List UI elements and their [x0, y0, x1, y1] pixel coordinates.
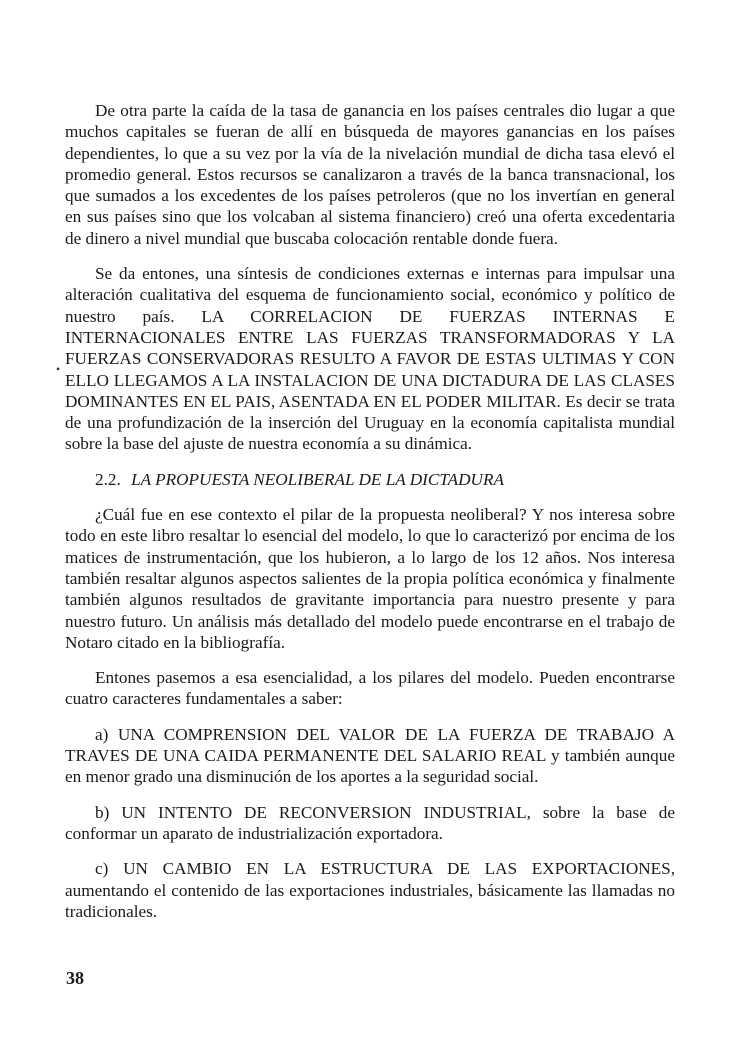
paragraph-dictatorship: Se da entones, una síntesis de condiciones externas e internas para impulsar una alteración cualitativa del esquema de funcionamiento social, económico y político de nuestro país. LA CORRELACION DE FUERZAS INTERNAS E INTERNACIONALES ENTRE LAS FUERZAS TRANSFORMADORAS Y LA FUERZAS CONSERVADORAS RESULTO A FAVOR DE ESTAS ULTIMAS Y CON ELLO LLEGAMOS A LA INSTALACION DE UNA DICTADURA DE LAS CLASES DOMINANTES EN EL PAIS, ASENTADA EN EL PODER MILITAR. Es decir se trata de una profundización de la inserción del Uruguay en la economía capitalista mundial sobre la base del ajuste de nuestra economía a su dinámica. [65, 264, 675, 454]
page-body [65, 100, 675, 936]
list-item-a: a) UNA COMPRENSION DEL VALOR DE LA FUERZA DE TRABAJO A TRAVES DE UNA CAIDA PERMANENTE DEL SALARIO REAL y también aunque en menor grado una disminución de los aportes a la seguridad social. [65, 724, 675, 787]
paragraph-model-intro: Entones pasemos a esa esencialidad, a los pilares del modelo. Pueden encontrarse cuatro caracteres fundamentales a saber: [65, 668, 675, 709]
list-item-b: b) UN INTENTO DE RECONVERSION INDUSTRIAL, sobre la base de conformar un aparato de industrialización exportadora. [65, 802, 675, 843]
paragraph-capital-flows: De otra parte la caída de la tasa de ganancia en los países centrales dio lugar a que muchos capitales se fueran de allí en búsqueda de mayores ganancias en los países dependientes, lo que a su vez por la vía de la nivelación mundial de dicha tasa elevó el promedio general. Estos recursos se canalizaron a través de la banca transnacional, los que sumados a los excedentes de los países petroleros (que no los invertían en general en sus países sino que los volcaban al sistema financiero) creó una oferta excedentaria de dinero a nivel mundial que buscaba colocación rentable donde fuera. [65, 101, 675, 248]
margin-mark: • [56, 362, 61, 376]
list-item-c: c) UN CAMBIO EN LA ESTRUCTURA DE LAS EXPORTACIONES, aumentando el contenido de las exportaciones industriales, básicamente las llamadas no tradicionales. [65, 859, 675, 921]
section-heading [65, 469, 675, 490]
section-title: LA PROPUESTA NEOLIBERAL DE LA DICTADURA [131, 469, 504, 489]
page-number: 38 [66, 968, 84, 988]
section-number: 2.2. [95, 469, 121, 489]
paragraph-neoliberal-pillar: ¿Cuál fue en ese contexto el pilar de la propuesta neoliberal? Y nos interesa sobre todo en este libro resaltar lo esencial del modelo, lo que lo caracterizó por encima de los matices de instrumentación, que los hubieron, a lo largo de los 12 años. Nos interesa también resaltar algunos aspectos salientes de la propia política económica y finalmente también algunos resultados de gravitante importancia para nuestro presente y para nuestro futuro. Un análisis más detallado del modelo puede encontrarse en el trabajo de Notaro citado en la bibliografía. [65, 505, 675, 652]
